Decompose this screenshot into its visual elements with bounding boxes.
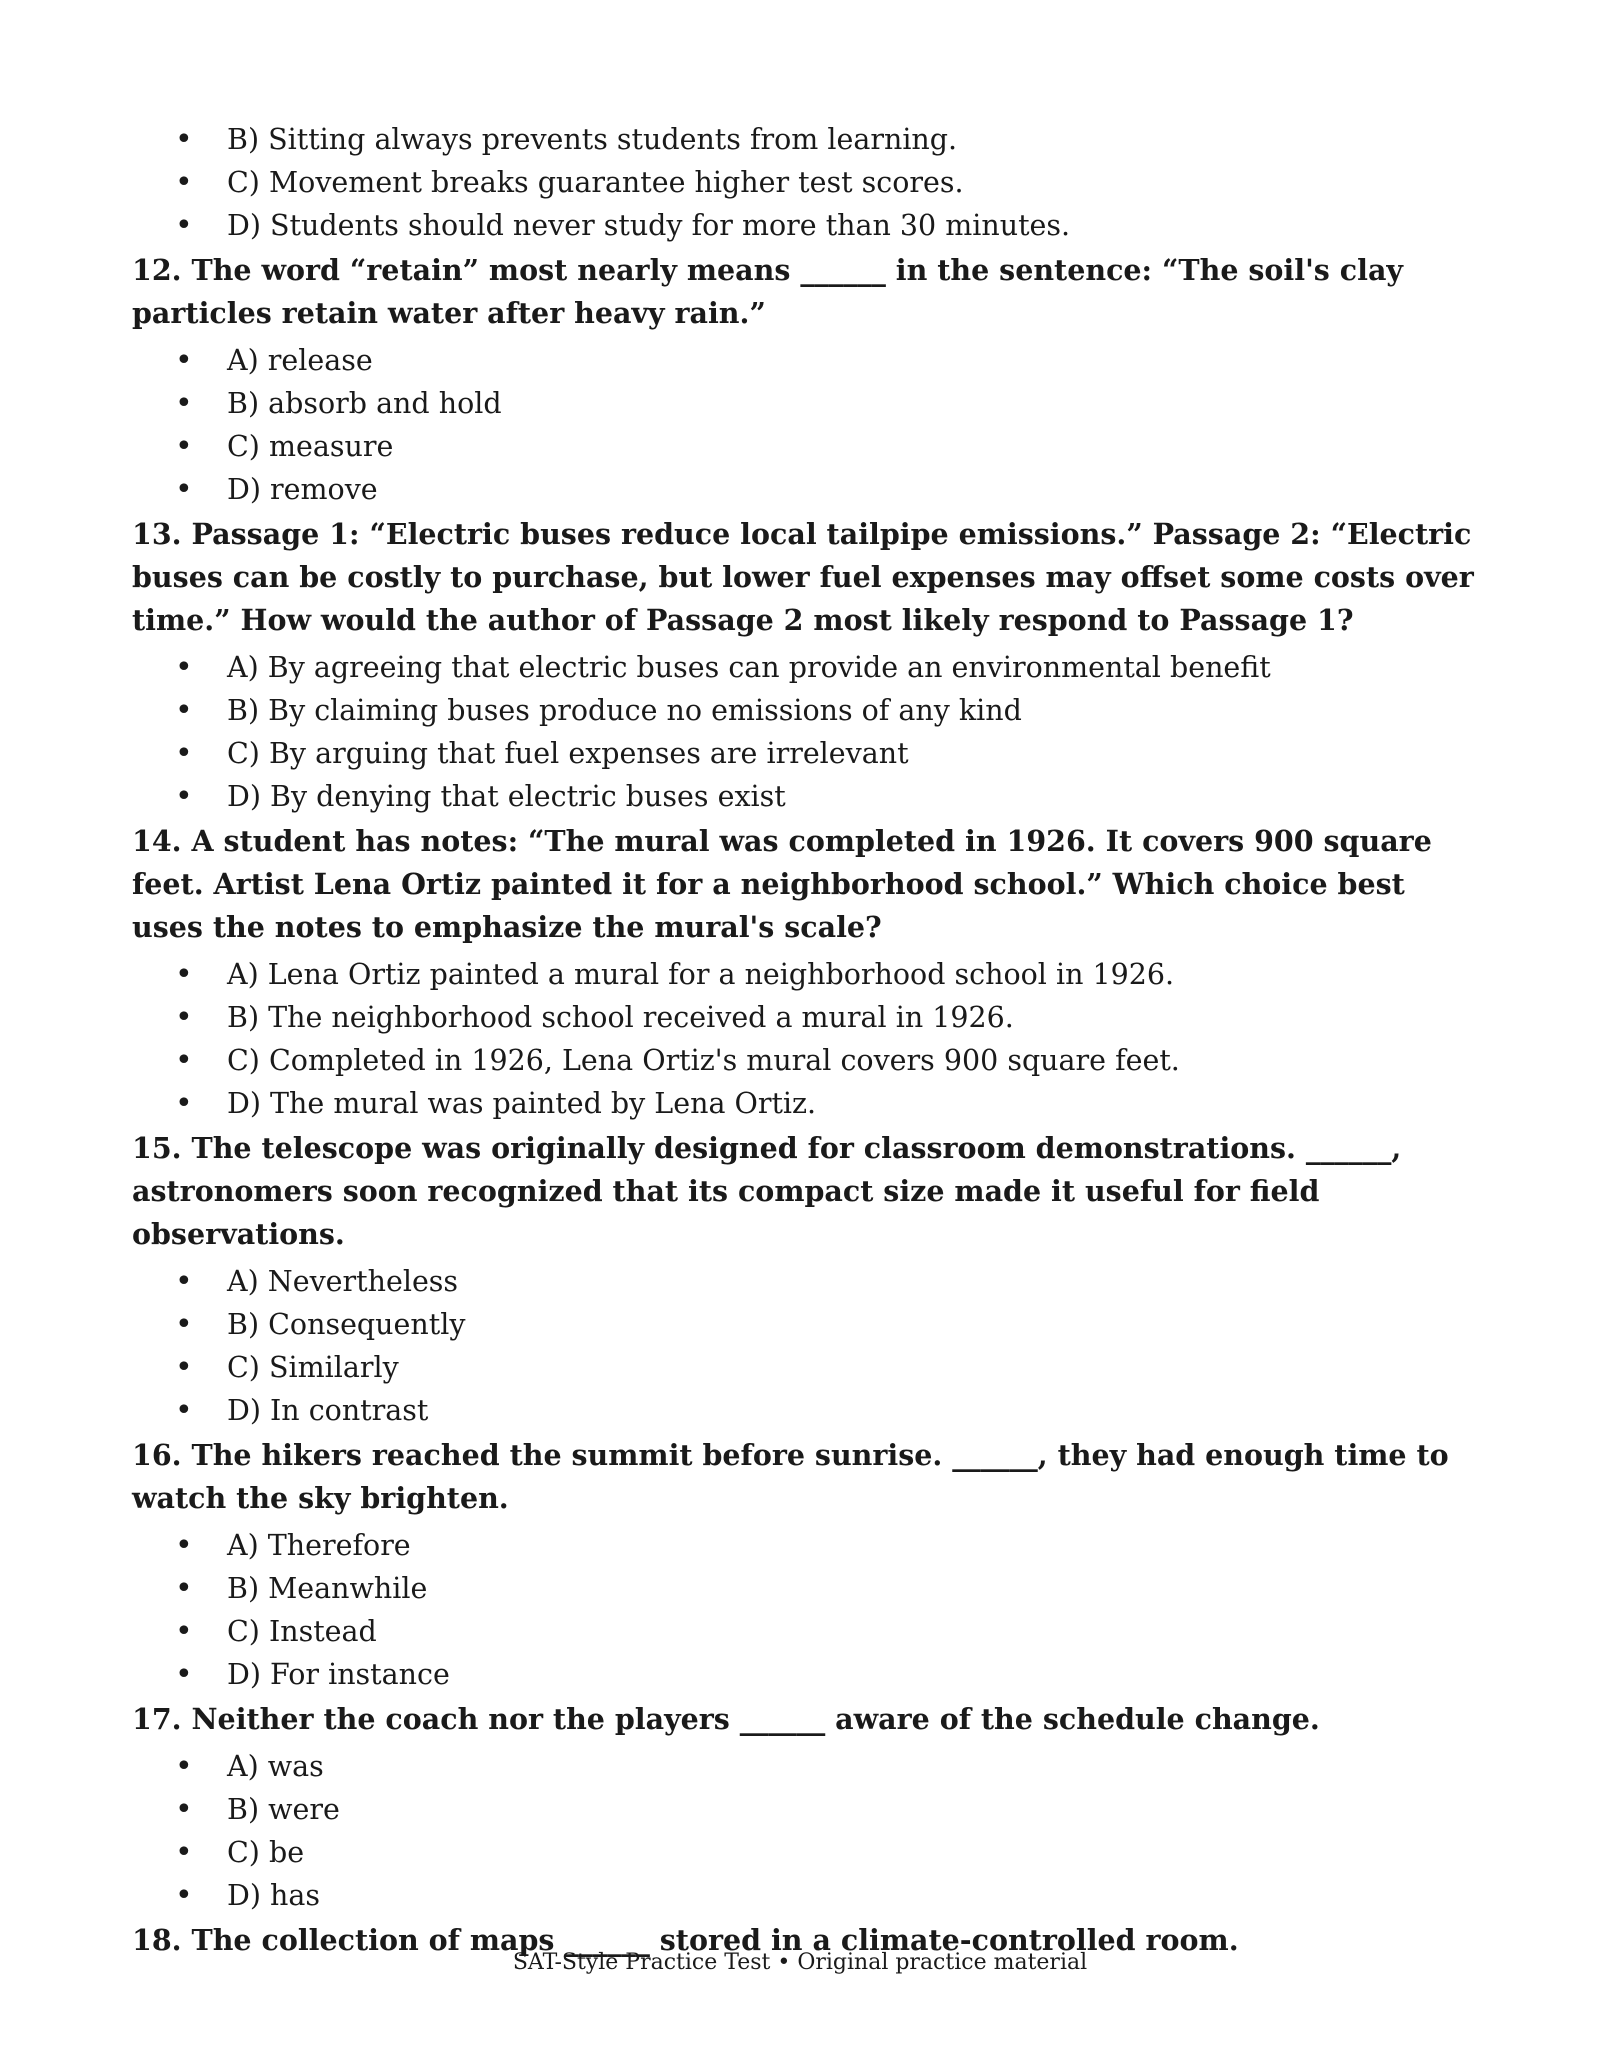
answer-option: • B) By claiming buses produce no emissions of any kind: [132, 689, 1482, 732]
question-text: 12. The word “retain” most nearly means ______ in the sentence: “The soil's clay particles retain water after heavy rain.”: [132, 253, 1403, 330]
answer-option: • D) For instance: [132, 1653, 1482, 1696]
answer-option: • C) Similarly: [132, 1346, 1482, 1389]
question-text: 16. The hikers reached the summit before sunrise. ______, they had enough time to watch the sky brighten.: [132, 1438, 1449, 1515]
question-text: 13. Passage 1: “Electric buses reduce local tailpipe emissions.” Passage 2: “Electric buses can be costly to purchase, but lower fuel expenses may offset some costs over time.” How would the author of Passage 2 most likely respond to Passage 1?: [132, 517, 1474, 637]
answer-option: • B) Meanwhile: [132, 1567, 1482, 1610]
answer-option: • B) Sitting always prevents students from learning.: [132, 118, 1482, 161]
answer-option: • D) remove: [132, 468, 1482, 511]
answer-option: • A) By agreeing that electric buses can provide an environmental benefit: [132, 646, 1482, 689]
question-block: [132, 1127, 1482, 1432]
answer-options: [132, 953, 1482, 1125]
answer-option: • C) be: [132, 1831, 1482, 1874]
answer-option: • A) Therefore: [132, 1524, 1482, 1567]
question-text: 17. Neither the coach nor the players ______ aware of the schedule change.: [132, 1702, 1320, 1736]
question-block: [132, 1698, 1482, 1917]
question-block: [132, 1434, 1482, 1696]
answer-option: • A) release: [132, 339, 1482, 382]
question-text: 14. A student has notes: “The mural was completed in 1926. It covers 900 square feet. Artist Lena Ortiz painted it for a neighborhood school.” Which choice best uses the notes to emphasize the mural's scale?: [132, 824, 1432, 944]
answer-option: • B) The neighborhood school received a mural in 1926.: [132, 996, 1482, 1039]
answer-option: • A) Lena Ortiz painted a mural for a neighborhood school in 1926.: [132, 953, 1482, 996]
page-footer: SAT-Style Practice Test • Original practice material: [512, 1950, 1088, 1975]
answer-option: • D) Students should never study for more than 30 minutes.: [132, 204, 1482, 247]
answer-options: [132, 1745, 1482, 1917]
question-block: [132, 820, 1482, 1125]
answer-options: [132, 646, 1482, 818]
answer-option: • C) measure: [132, 425, 1482, 468]
question-text: 15. The telescope was originally designed for classroom demonstrations. ______, astronomers soon recognized that its compact size made it useful for field observations.: [132, 1131, 1402, 1251]
answer-option: • D) The mural was painted by Lena Ortiz.: [132, 1082, 1482, 1125]
answer-options: [132, 339, 1482, 511]
answer-option: • C) Movement breaks guarantee higher test scores.: [132, 161, 1482, 204]
answer-option: • A) Nevertheless: [132, 1260, 1482, 1303]
answer-option: • B) Consequently: [132, 1303, 1482, 1346]
question-block: [132, 249, 1482, 511]
carryover-options: [132, 118, 1482, 247]
answer-options: [132, 1260, 1482, 1432]
question-text: 18. The collection of maps ______ stored in a climate-controlled room.: [132, 1923, 1239, 1957]
answer-option: • D) has: [132, 1874, 1482, 1917]
answer-option: • C) Instead: [132, 1610, 1482, 1653]
answer-options: [132, 1524, 1482, 1696]
test-page-content: [132, 118, 1482, 1962]
answer-option: • D) In contrast: [132, 1389, 1482, 1432]
answer-option: • A) was: [132, 1745, 1482, 1788]
answer-option: • C) Completed in 1926, Lena Ortiz's mural covers 900 square feet.: [132, 1039, 1482, 1082]
question-block: [132, 513, 1482, 818]
answer-option: • D) By denying that electric buses exist: [132, 775, 1482, 818]
answer-option: • B) absorb and hold: [132, 382, 1482, 425]
answer-option: • B) were: [132, 1788, 1482, 1831]
answer-option: • C) By arguing that fuel expenses are irrelevant: [132, 732, 1482, 775]
